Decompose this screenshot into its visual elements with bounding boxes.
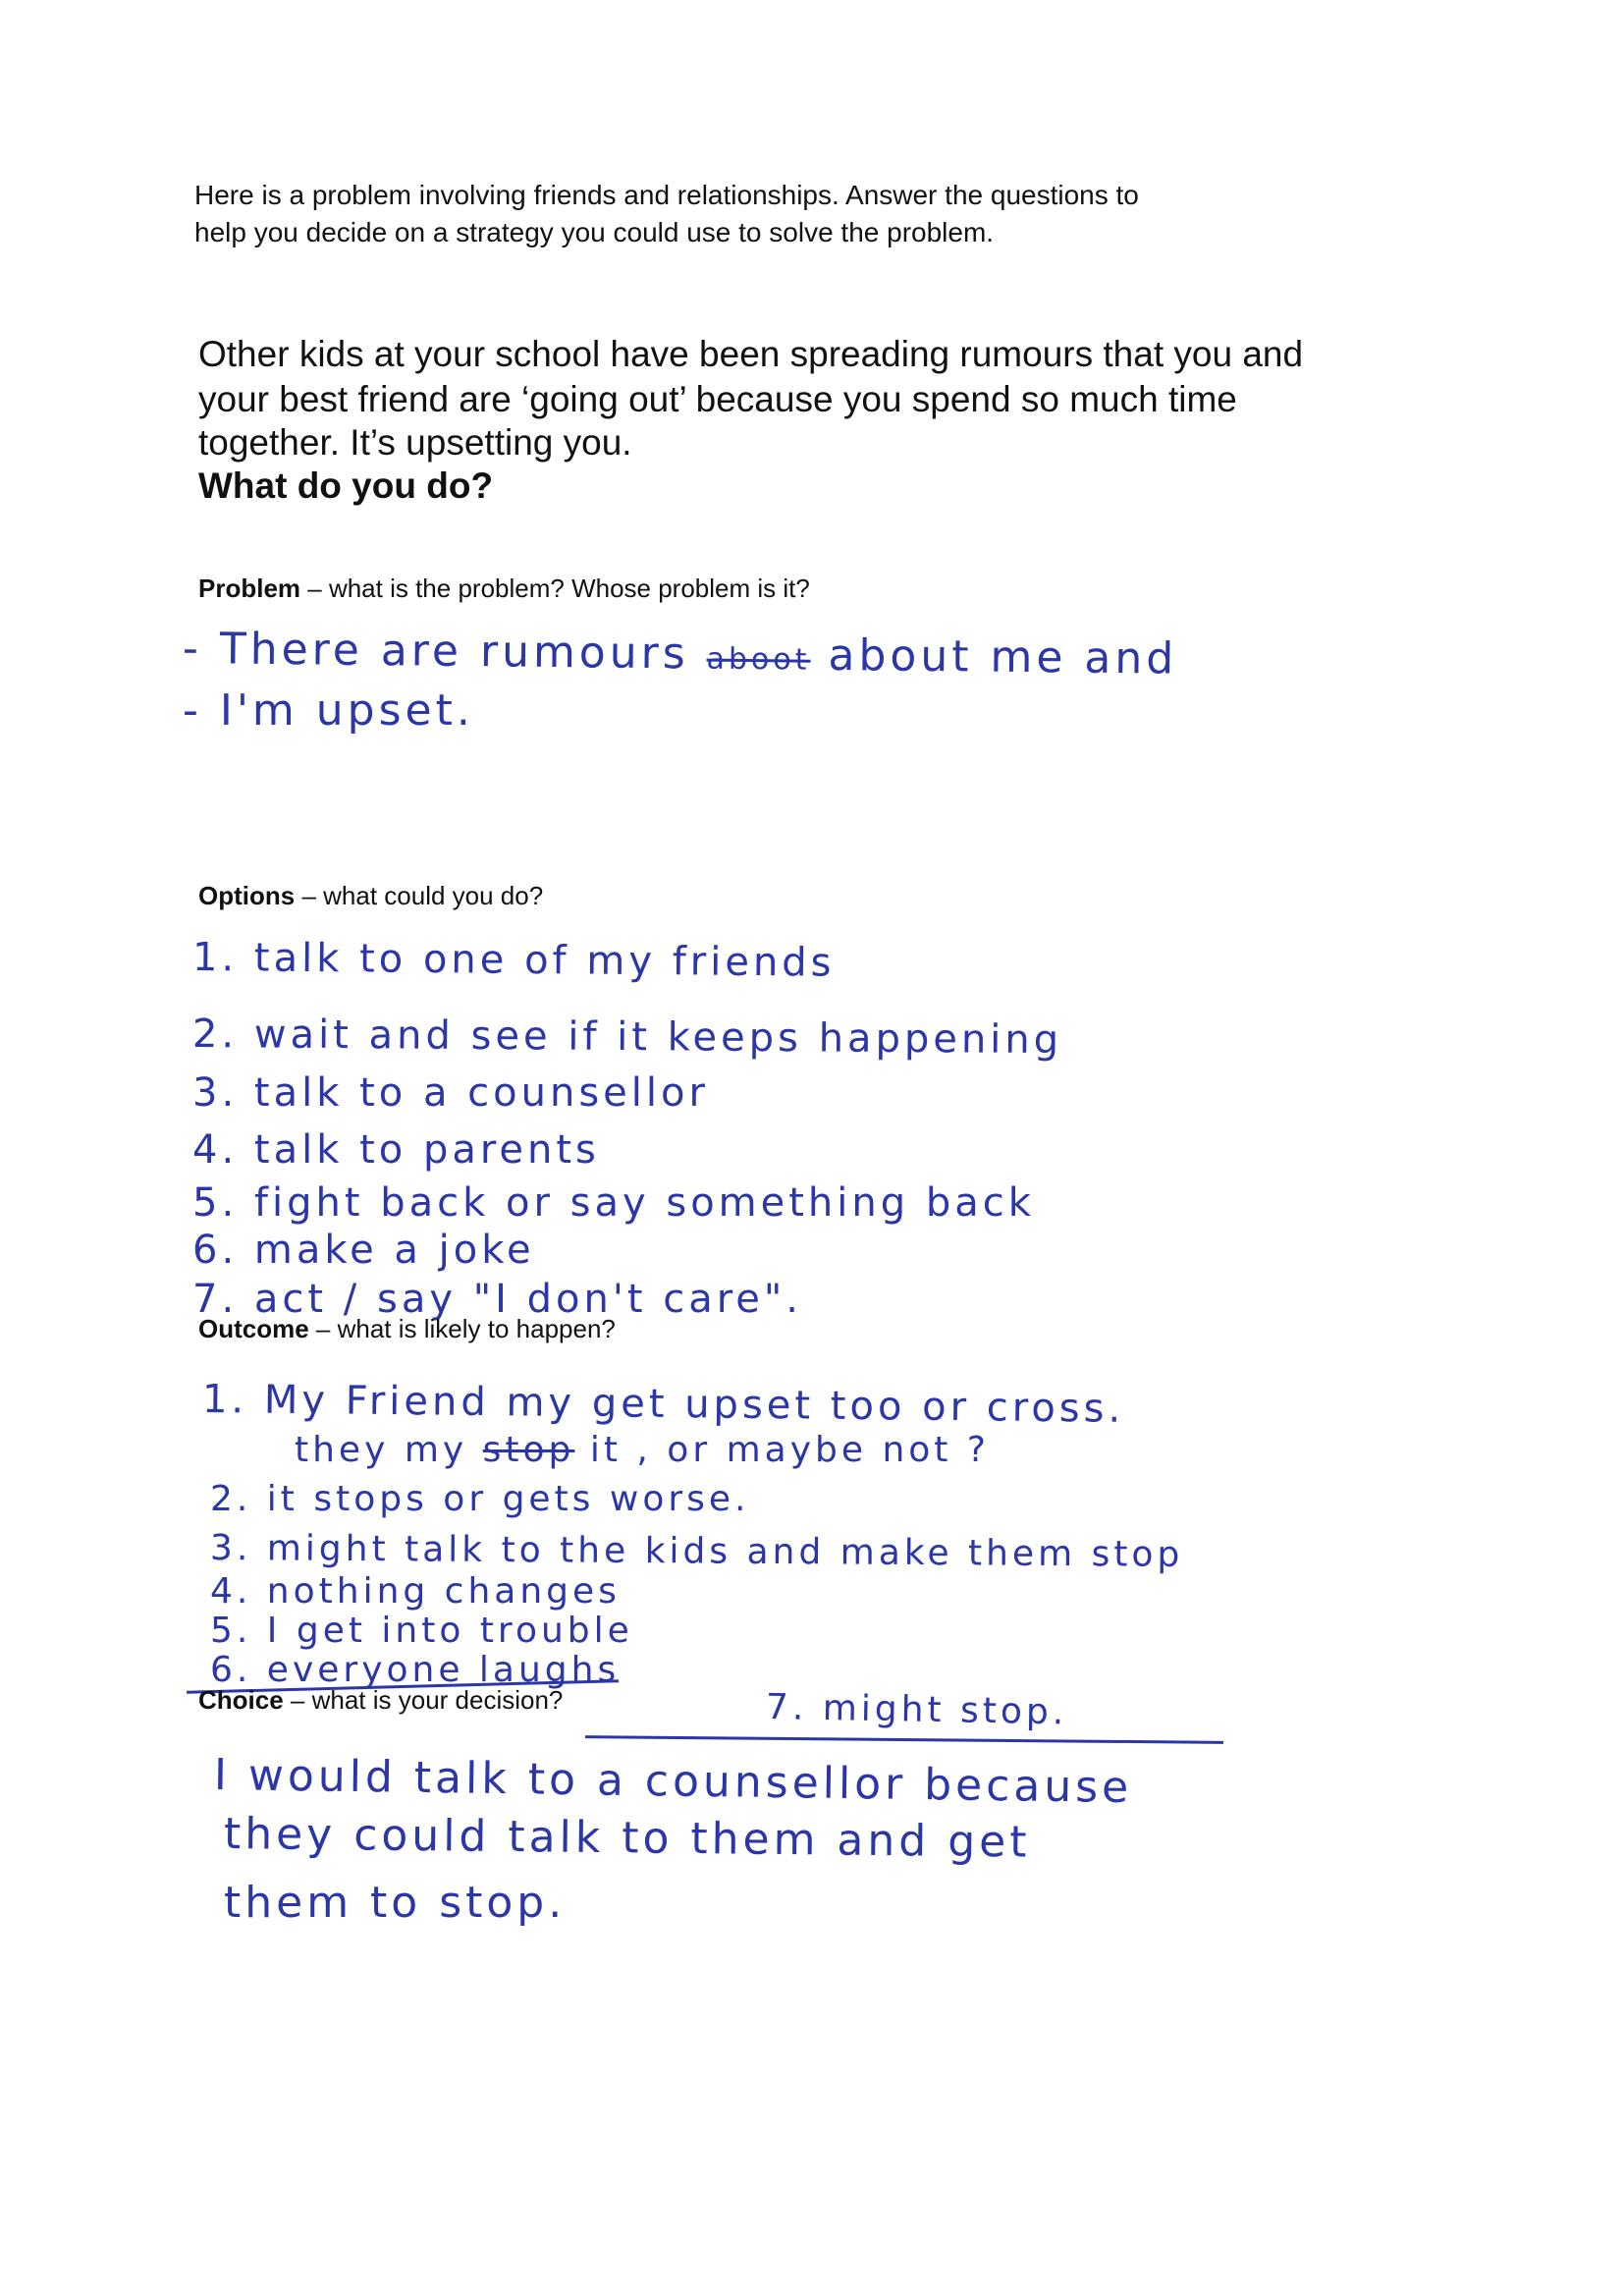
option-item-7: 7. act / say "I don't care". [192, 1277, 803, 1322]
option-item-2: 2. wait and see if it keeps happening [191, 1011, 1063, 1064]
option-item-5: 5. fight back or say something back [192, 1180, 1035, 1226]
outcome-label-bold: Outcome [198, 1314, 309, 1343]
option-item-3: 3. talk to a counsellor [192, 1070, 709, 1116]
choice-answer-line-2: they could talk to them and get [223, 1809, 1031, 1868]
options-label [198, 881, 543, 911]
options-label-rest: – what could you do? [295, 881, 544, 910]
choice-answer-line-1: I would talk to a counsellor because [213, 1750, 1133, 1814]
outcome-label-rest: – what is likely to happen? [308, 1314, 616, 1343]
option-item-6: 6. make a joke [192, 1228, 535, 1273]
outcome-item-1: 1. My Friend my get upset too or cross. [201, 1377, 1125, 1432]
outcome-item-1-crossed-word: stop [482, 1430, 575, 1470]
problem-label [198, 574, 810, 604]
outcome-label [198, 1314, 616, 1344]
choice-label [198, 1685, 563, 1716]
scenario-line-3: together. It’s upsetting you. [198, 422, 632, 463]
option-item-4: 4. talk to parents [192, 1127, 600, 1173]
problem-answer-part-a: - There are rumours [182, 624, 689, 680]
scenario-line-1: Other kids at your school have been spreading rumours that you and [198, 334, 1304, 374]
problem-answer-line-1 [183, 624, 1178, 684]
outcome-item-3: 3. might talk to the kids and make them stop [209, 1528, 1184, 1575]
problem-label-bold: Problem [198, 574, 301, 603]
problem-answer-crossed-word: aboot [706, 641, 811, 678]
outcome-item-6: 6. everyone laughs [210, 1650, 621, 1690]
intro-line-2: help you decide on a strategy you could use to solve the problem. [194, 217, 995, 247]
option-item-1: 1. talk to one of my friends [191, 935, 836, 986]
problem-answer-part-b: about me and [828, 629, 1178, 684]
outcome-item-1-cont-part-b: it , or maybe not ? [589, 1430, 990, 1470]
scenario-line-2: your best friend are ‘going out’ because you spend so much time [198, 379, 1237, 419]
outcome-item-2: 2. it stops or gets worse. [210, 1479, 750, 1519]
outcome-item-7: 7. might stop. [765, 1687, 1068, 1733]
problem-label-rest: – what is the problem? Whose problem is it? [300, 574, 810, 603]
choice-answer-line-3: them to stop. [224, 1878, 567, 1928]
problem-answer-line-2: - I'm upset. [183, 685, 474, 736]
outcome-underline-right [585, 1735, 1223, 1744]
choice-label-bold: Choice [198, 1685, 284, 1715]
outcome-item-1-continued [295, 1430, 990, 1470]
options-label-bold: Options [198, 881, 296, 910]
outcome-item-1-cont-part-a: they my [295, 1430, 468, 1470]
intro-line-1: Here is a problem involving friends and relationships. Answer the questions to [194, 180, 1139, 210]
outcome-item-4: 4. nothing changes [210, 1571, 621, 1612]
scenario-question: What do you do? [198, 465, 494, 506]
choice-label-rest: – what is your decision? [283, 1685, 564, 1715]
outcome-item-5: 5. I get into trouble [210, 1611, 633, 1651]
